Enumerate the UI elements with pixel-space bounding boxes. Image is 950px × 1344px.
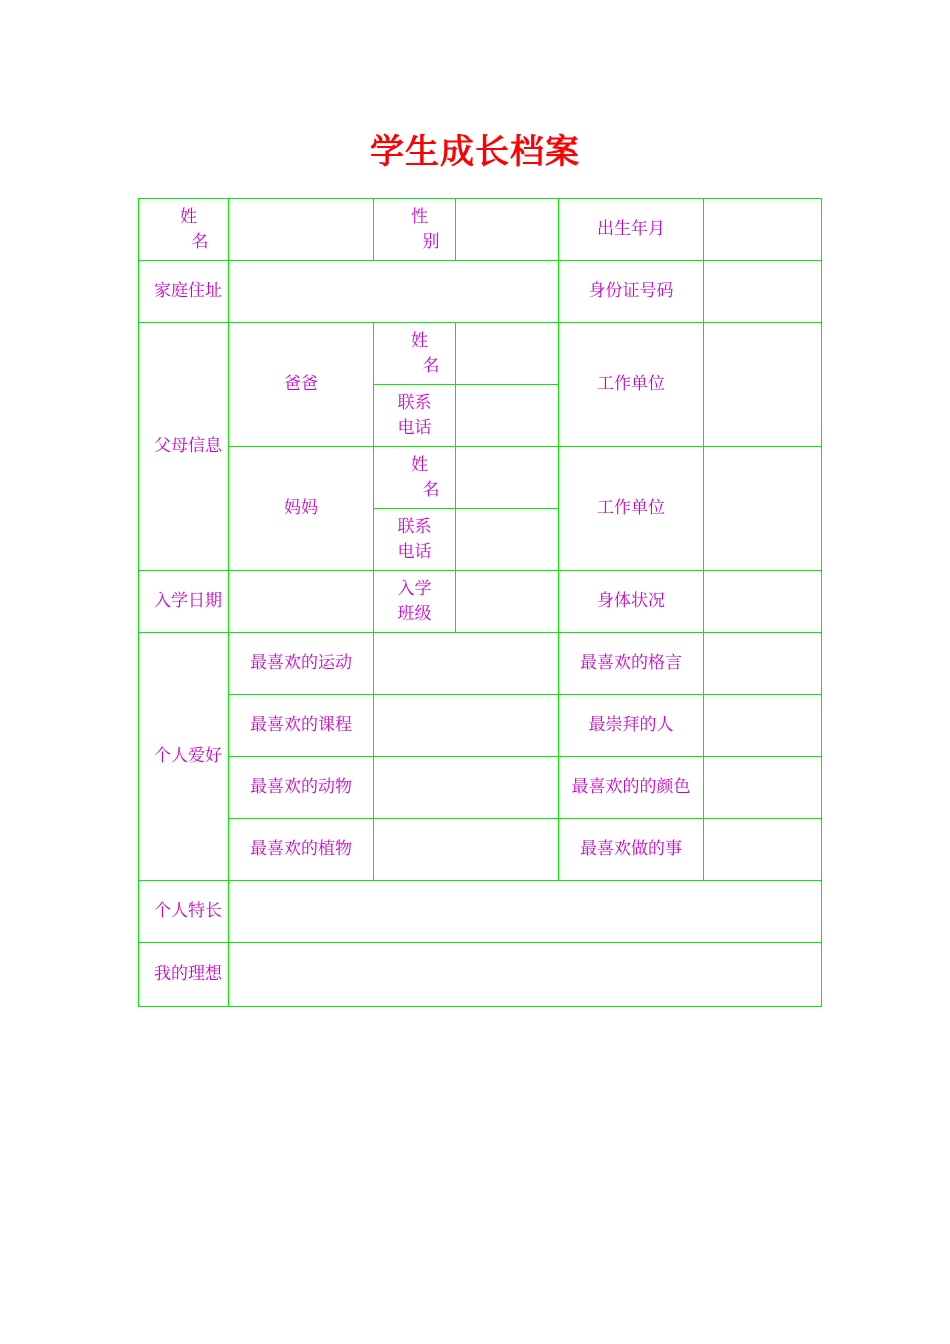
dad-work-label-cell: 工作单位 <box>559 323 704 447</box>
mom-label-cell: 妈妈 <box>229 447 374 571</box>
specialty-label-cell: 个人特长 <box>139 881 229 943</box>
form-row-hobby-4 <box>139 819 822 881</box>
mom-work-label-cell: 工作单位 <box>559 447 704 571</box>
form-row-basic <box>139 199 822 261</box>
dad-name-label-line-1: 姓 <box>411 330 428 351</box>
parents-label-cell: 父母信息 <box>139 323 229 571</box>
fav-color-value-cell[interactable] <box>704 757 822 819</box>
dad-name-label-line-2: 名 <box>422 355 440 376</box>
mom-contact-label-cell <box>374 509 456 571</box>
form-row-mom-name <box>139 447 822 509</box>
enroll-class-label-line-2: 班级 <box>397 603 432 624</box>
form-row-enrollment <box>139 571 822 633</box>
dad-name-label-cell <box>374 323 456 385</box>
name-value-cell[interactable] <box>229 199 374 261</box>
gender-label-line-1: 性 <box>411 206 428 227</box>
gender-value-cell[interactable] <box>456 199 559 261</box>
fav-animal-label-cell: 最喜欢的动物 <box>229 757 374 819</box>
mom-name-label-line-1: 姓 <box>411 454 428 475</box>
id-value-cell[interactable] <box>704 261 822 323</box>
mom-name-label-cell <box>374 447 456 509</box>
dad-work-value-cell[interactable] <box>704 323 822 447</box>
page-title <box>0 126 950 178</box>
mom-name-value-cell[interactable] <box>456 447 559 509</box>
specialty-value-cell[interactable] <box>229 881 822 943</box>
enroll-date-value-cell[interactable] <box>229 571 374 633</box>
address-label-cell: 家庭住址 <box>139 261 229 323</box>
fav-thing-label-cell: 最喜欢做的事 <box>559 819 704 881</box>
mom-contact-value-cell[interactable] <box>456 509 559 571</box>
most-admired-label-cell: 最崇拜的人 <box>559 695 704 757</box>
student-record-form <box>138 198 822 1007</box>
birth-value-cell[interactable] <box>704 199 822 261</box>
dad-name-value-cell[interactable] <box>456 323 559 385</box>
fav-sport-label-cell: 最喜欢的运动 <box>229 633 374 695</box>
title-part-2: 成长档案 <box>440 132 580 172</box>
birth-label-cell: 出生年月 <box>559 199 704 261</box>
fav-course-label-cell: 最喜欢的课程 <box>229 695 374 757</box>
id-label-cell: 身份证号码 <box>559 261 704 323</box>
form-row-hobby-2 <box>139 695 822 757</box>
mom-contact-label-line-1: 联系 <box>397 516 432 537</box>
address-value-cell[interactable] <box>229 261 559 323</box>
enroll-date-label-cell: 入学日期 <box>139 571 229 633</box>
dad-contact-label-line-2: 电话 <box>397 417 432 438</box>
form-row-address <box>139 261 822 323</box>
enroll-class-label-cell <box>374 571 456 633</box>
hobbies-label-cell: 个人爱好 <box>139 633 229 881</box>
health-value-cell[interactable] <box>704 571 822 633</box>
name-label-cell <box>139 199 229 261</box>
gender-label-cell <box>374 199 456 261</box>
mom-contact-label-line-2: 电话 <box>397 541 432 562</box>
gender-label-line-2: 别 <box>422 231 440 252</box>
health-label-cell: 身体状况 <box>559 571 704 633</box>
form-row-hobby-3 <box>139 757 822 819</box>
form-row-specialty <box>139 881 822 943</box>
ideal-label-cell: 我的理想 <box>139 943 229 1007</box>
mom-work-value-cell[interactable] <box>704 447 822 571</box>
fav-course-value-cell[interactable] <box>374 695 559 757</box>
dad-contact-label-line-1: 联系 <box>397 392 432 413</box>
dad-contact-value-cell[interactable] <box>456 385 559 447</box>
form-row-dad-name <box>139 323 822 385</box>
most-admired-value-cell[interactable] <box>704 695 822 757</box>
enroll-class-label-line-1: 入学 <box>397 578 432 599</box>
fav-plant-label-cell: 最喜欢的植物 <box>229 819 374 881</box>
name-label-line-1: 姓 <box>180 206 197 227</box>
enroll-class-value-cell[interactable] <box>456 571 559 633</box>
ideal-value-cell[interactable] <box>229 943 822 1007</box>
name-label-line-2: 名 <box>191 231 209 252</box>
mom-name-label-line-2: 名 <box>422 479 440 500</box>
form-row-hobby-1 <box>139 633 822 695</box>
title-part-1: 学生 <box>370 132 440 172</box>
fav-sport-value-cell[interactable] <box>374 633 559 695</box>
fav-color-label-cell: 最喜欢的的颜色 <box>559 757 704 819</box>
fav-motto-value-cell[interactable] <box>704 633 822 695</box>
form-row-ideal <box>139 943 822 1007</box>
fav-motto-label-cell: 最喜欢的格言 <box>559 633 704 695</box>
fav-thing-value-cell[interactable] <box>704 819 822 881</box>
fav-plant-value-cell[interactable] <box>374 819 559 881</box>
dad-contact-label-cell <box>374 385 456 447</box>
dad-label-cell: 爸爸 <box>229 323 374 447</box>
fav-animal-value-cell[interactable] <box>374 757 559 819</box>
